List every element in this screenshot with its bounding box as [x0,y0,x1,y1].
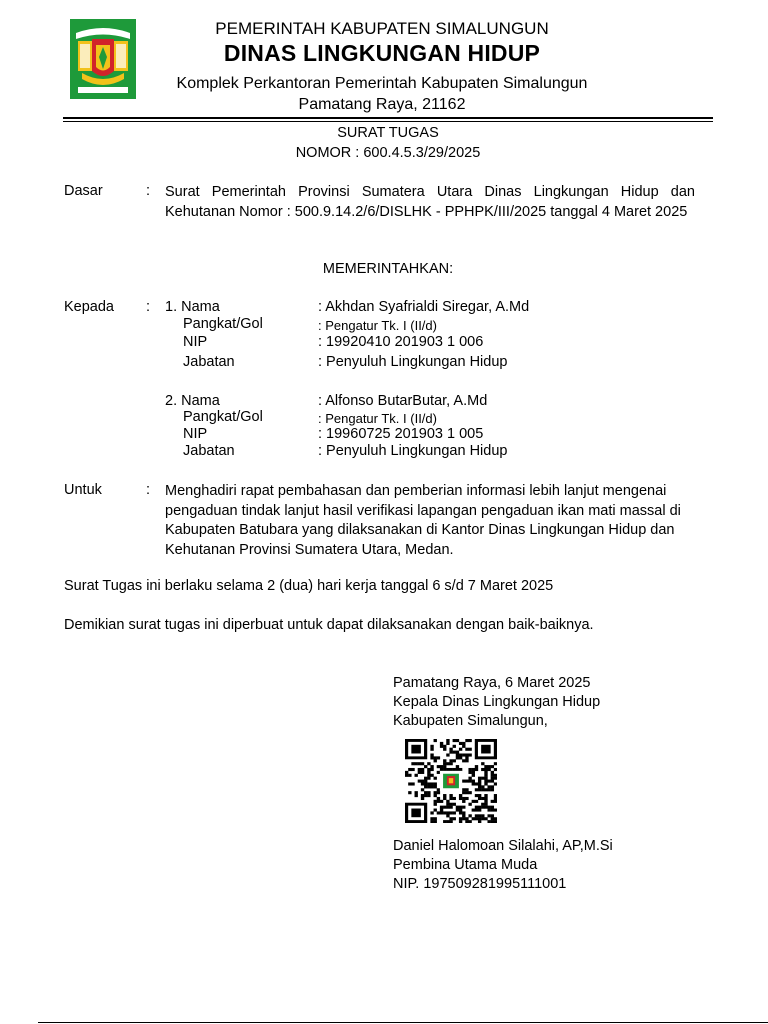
person-2-position-label: Jabatan [183,443,235,459]
untuk-colon: : [146,482,151,498]
dasar-label: Dasar [64,183,103,199]
letterhead-city: Pamatang Raya, 21162 [298,96,466,113]
memerintahkan-heading: MEMERINTAHKAN: [322,261,454,277]
person-2-nip-label: NIP [183,426,208,442]
signatory-nip: NIP. 197509281995111001 [393,876,567,892]
letterhead-agency: DINAS LINGKUNGAN HIDUP [223,40,541,66]
regency-emblem-logo [70,19,136,99]
signature-position-line2: Kabupaten Simalungun, [393,713,548,729]
document-title: SURAT TUGAS [337,125,439,141]
person-1-rank: : Pengatur Tk. I (II/d) [318,318,437,333]
person-1-nip: : 19920410 201903 1 006 [318,334,484,350]
untuk-text: Menghadiri rapat pembahasan dan pemberian informasi lebih lanjut mengenai pengaduan tindak lanjut hasil verifikasi lapangan pengaduan ikan mati massal di Kabupaten Batubara yang dilaksanakan di Kantor Dinas Lingkungan Hidup dan Kehutanan Provinsi Sumatera Utara, Medan. [165,483,681,558]
document-number: NOMOR : 600.4.5.3/29/2025 [295,145,481,161]
person-1-number-label: 1. Nama [165,299,220,315]
signatory-rank: Pembina Utama Muda [393,857,538,873]
person-2-position: : Penyuluh Lingkungan Hidup [318,443,508,459]
kepada-label: Kepada [64,299,114,315]
signatory-name: Daniel Halomoan Silalahi, AP,M.Si [393,838,613,854]
kepada-colon: : [146,299,151,315]
untuk-label: Untuk [64,482,102,498]
person-1-position-label: Jabatan [183,354,235,370]
person-1-name: : Akhdan Syafrialdi Siregar, A.Md [318,299,530,315]
person-1-rank-label: Pangkat/Gol [183,316,263,332]
person-2-number-label: 2. Nama [165,393,220,409]
person-1-nip-label: NIP [183,334,208,350]
signature-place-date: Pamatang Raya, 6 Maret 2025 [393,675,591,691]
person-2-name: : Alfonso ButarButar, A.Md [318,393,488,409]
letterhead-government: PEMERINTAH KABUPATEN SIMALUNGUN [215,19,549,38]
signature-position-line1: Kepala Dinas Lingkungan Hidup [393,694,601,710]
page-bottom-rule [38,1022,768,1023]
qr-code-signature [405,739,497,823]
letterhead-address: Komplek Perkantoran Pemerintah Kabupaten Simalungun [176,75,588,92]
validity-statement: Surat Tugas ini berlaku selama 2 (dua) hari kerja tanggal 6 s/d 7 Maret 2025 [64,578,554,594]
person-2-nip: : 19960725 201903 1 005 [318,426,484,442]
letterhead-rule-thick [63,117,713,119]
closing-statement: Demikian surat tugas ini diperbuat untuk dapat dilaksanakan dengan baik-baiknya. [64,617,594,633]
person-2-rank-label: Pangkat/Gol [183,409,263,425]
dasar-text: Surat Pemerintah Provinsi Sumatera Utara Dinas Lingkungan Hidup dan Kehutanan Nomor : 500.9.14.2/6/DISLHK - PPHPK/III/2025 tanggal 4 Maret 2025 [165,184,695,220]
person-1-position: : Penyuluh Lingkungan Hidup [318,354,508,370]
letterhead-rule-thin [63,121,713,122]
person-2-rank: : Pengatur Tk. I (II/d) [318,411,437,426]
dasar-colon: : [146,183,151,199]
